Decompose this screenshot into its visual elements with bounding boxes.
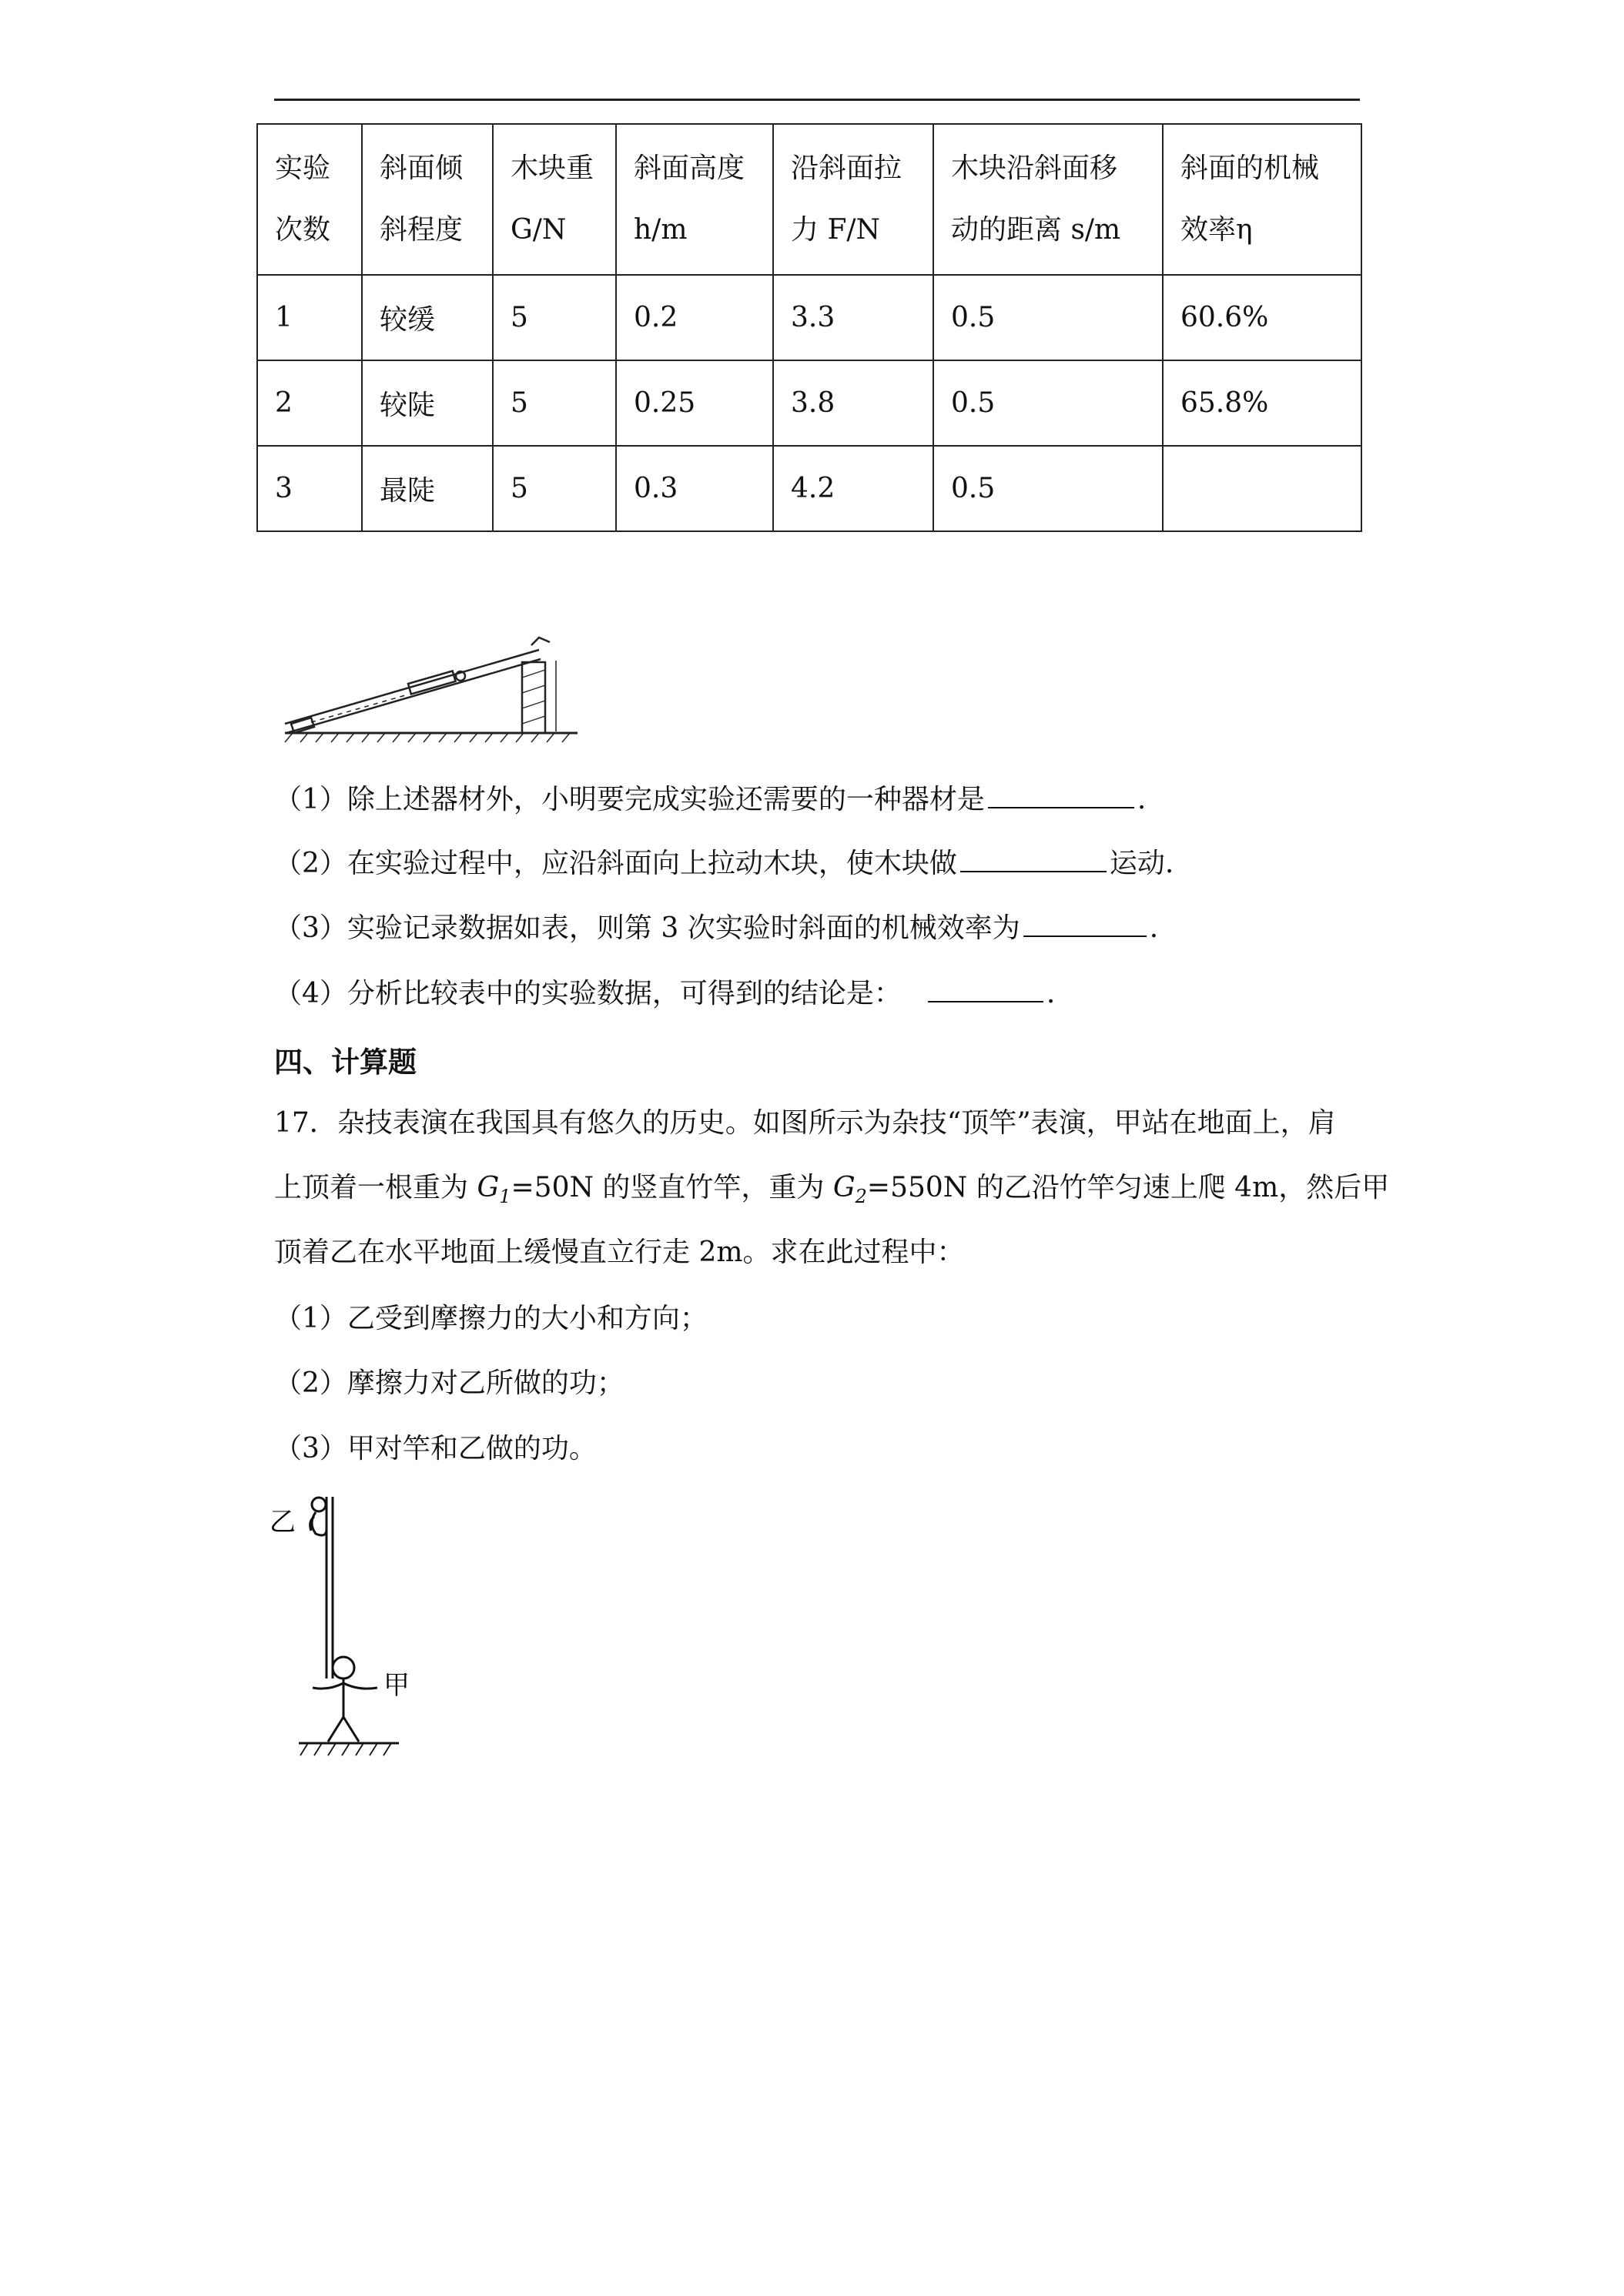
table-cell: 3 xyxy=(257,446,362,531)
table-header-cell: 斜面高度 h/m xyxy=(616,124,773,275)
answer-blank-4[interactable] xyxy=(928,973,1043,1002)
table-cell: 60.6% xyxy=(1163,275,1361,360)
table-row xyxy=(257,446,1361,531)
table-cell: 3.8 xyxy=(773,360,933,446)
sub-question-3: （3）甲对竿和乙做的功。 xyxy=(274,1433,597,1464)
table-cell: 0.5 xyxy=(933,275,1163,360)
label-jia: 甲 xyxy=(383,1670,410,1701)
incline-figure xyxy=(277,608,585,747)
table-cell: 较缓 xyxy=(362,275,493,360)
table-header-cell: 木块沿斜面移 动的距离 s/m xyxy=(933,124,1163,275)
table-cell: 0.5 xyxy=(933,360,1163,446)
question-1: （1）除上述器材外，小明要完成实验还需要的一种器材是 . xyxy=(274,778,1146,817)
sub-question-2: （2）摩擦力对乙所做的功； xyxy=(274,1367,624,1399)
table-header-cell: 沿斜面拉 力 F/N xyxy=(773,124,933,275)
table-row xyxy=(257,275,1361,360)
table-cell: 0.5 xyxy=(933,446,1163,531)
table-cell: 2 xyxy=(257,360,362,446)
table-cell xyxy=(1163,446,1361,531)
table-header-cell: 斜面的机械 效率η xyxy=(1163,124,1361,275)
label-yi: 乙 xyxy=(270,1507,296,1538)
table-cell: 65.8% xyxy=(1163,360,1361,446)
table-header-cell: 木块重 G/N xyxy=(493,124,616,275)
table-cell: 较陡 xyxy=(362,360,493,446)
problem-17-line-1: 17．杂技表演在我国具有悠久的历史。如图所示为杂技“顶竿”表演，甲站在地面上，肩 xyxy=(274,1107,1336,1139)
question-3: （3）实验记录数据如表，则第 3 次实验时斜面的机械效率为 . xyxy=(274,906,1158,946)
table-header-cell: 斜面倾 斜程度 xyxy=(362,124,493,275)
pole-acrobatics-figure xyxy=(268,1486,422,1763)
table-cell: 5 xyxy=(493,446,616,531)
table-cell: 最陡 xyxy=(362,446,493,531)
header-rule xyxy=(274,99,1360,101)
table-cell: 5 xyxy=(493,360,616,446)
answer-blank-1[interactable] xyxy=(988,779,1134,808)
section-title: 四、计算题 xyxy=(274,1045,417,1079)
question-4: （4）分析比较表中的实验数据，可得到的结论是： . xyxy=(274,972,1055,1011)
table-header-row xyxy=(257,124,1361,275)
table-cell: 3.3 xyxy=(773,275,933,360)
table-cell: 0.2 xyxy=(616,275,773,360)
problem-17-line-3: 顶着乙在水平地面上缓慢直立行走 2m。求在此过程中： xyxy=(274,1237,965,1268)
answer-blank-3[interactable] xyxy=(1023,908,1147,937)
sub-question-1: （1）乙受到摩擦力的大小和方向； xyxy=(274,1303,708,1334)
question-2: （2）在实验过程中，应沿斜面向上拉动木块，使木块做 运动. xyxy=(274,842,1174,881)
table-row xyxy=(257,360,1361,446)
answer-blank-2[interactable] xyxy=(960,843,1107,872)
experiment-table xyxy=(256,123,1362,532)
table-cell: 5 xyxy=(493,275,616,360)
table-cell: 0.25 xyxy=(616,360,773,446)
table-cell: 4.2 xyxy=(773,446,933,531)
table-cell: 1 xyxy=(257,275,362,360)
table-cell: 0.3 xyxy=(616,446,773,531)
problem-17-line-2: 上顶着一根重为 $G_1=50N$ 的竖直竹竿，重为 $G_2=550N$ 的乙沿竹竿匀速上爬 4m，然后甲 xyxy=(274,1172,1390,1208)
table-header-cell: 实验 次数 xyxy=(257,124,362,275)
